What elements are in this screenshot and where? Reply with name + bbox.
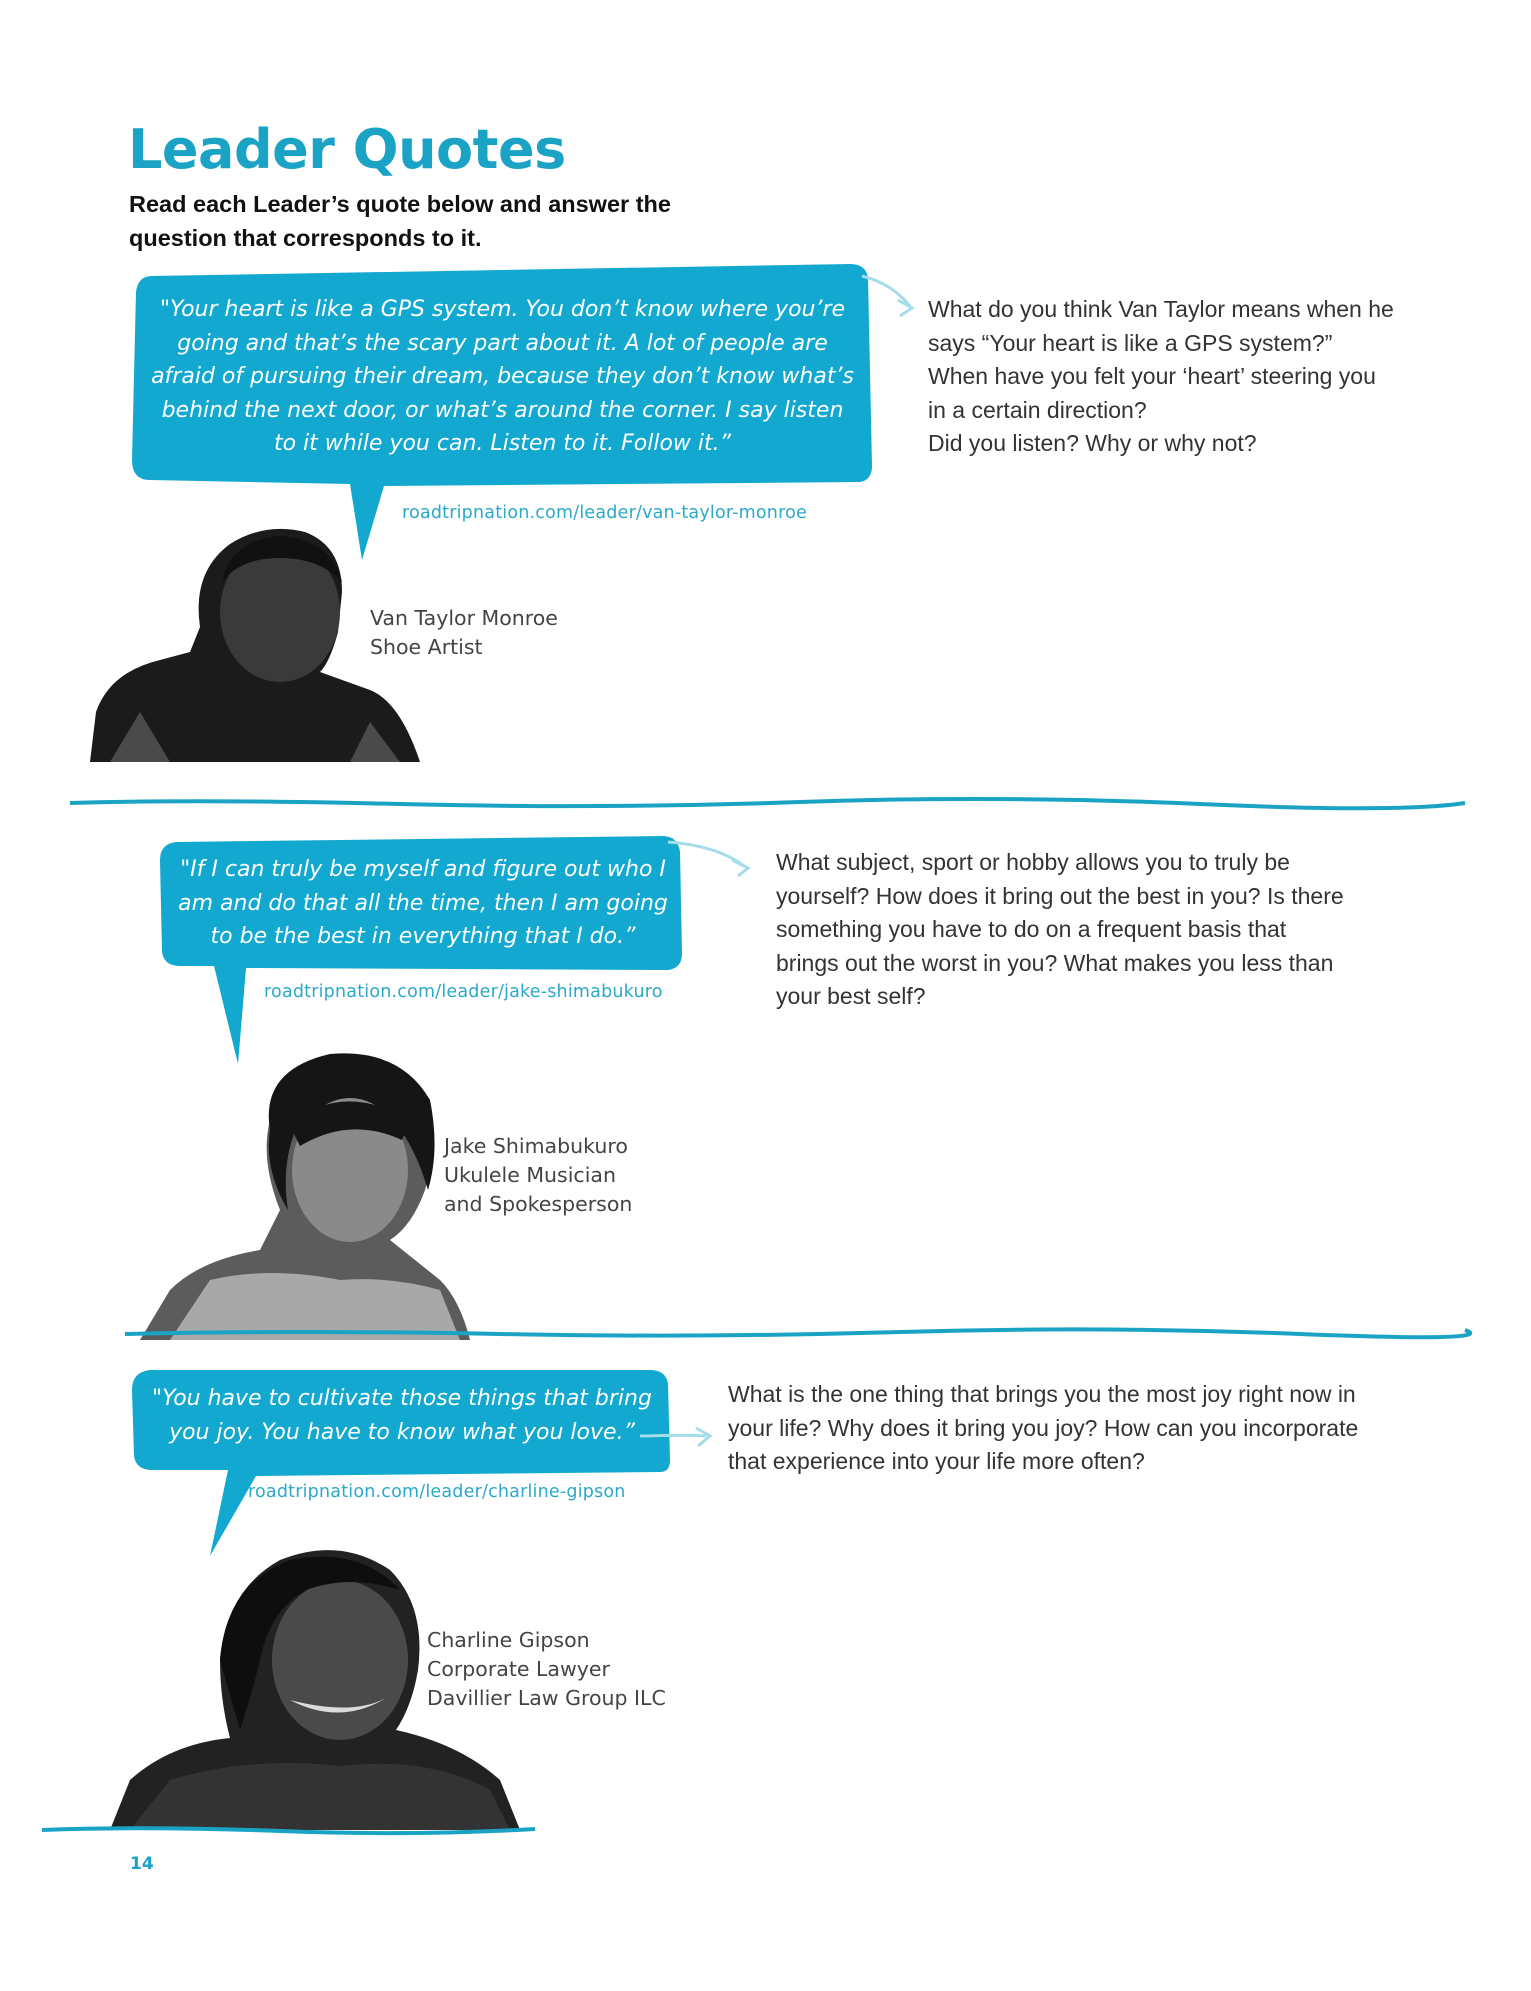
leader-role-3a: Corporate Lawyer — [427, 1657, 610, 1681]
page-intro: Read each Leader’s quote below and answer the question that corresponds to it. — [129, 191, 671, 251]
question-text-3: What is the one thing that brings you the most joy right now in your life? Why does it bring you joy? How can you incorporate that experience into your life more often? — [728, 1381, 1359, 1474]
leader-link-1[interactable]: roadtripnation.com/leader/van-taylor-monroe — [402, 503, 807, 523]
page-title: Leader Quotes — [128, 118, 566, 181]
quote-text-2: "If I can truly be myself and figure out who I am and do that all the time, then I am going to be the best in everything that I do.” — [178, 857, 668, 949]
leader-link-3[interactable]: roadtripnation.com/leader/charline-gipson — [248, 1482, 626, 1502]
leader-info-3 — [427, 1626, 666, 1713]
quote-text-1: "Your heart is like a GPS system. You don’t know where you’re going and that’s the scary part about it. A lot of people are afraid of pursuing their dream, because they don’t know what’s behind the next door, or what’s around the corner. I say listen to it while you can. Listen to it. Follow it.” — [151, 297, 854, 456]
divider-3 — [0, 1822, 1531, 1842]
question-text-1: What do you think Van Taylor means when he says “Your heart is like a GPS system?” When have you felt your ‘heart’ steering you in a certain direction? Did you listen? Why or why not? — [928, 296, 1394, 456]
leader-role-1a: Shoe Artist — [370, 635, 483, 659]
leader-name-1: Van Taylor Monroe — [370, 606, 558, 630]
leader-link-2[interactable]: roadtripnation.com/leader/jake-shimabukuro — [264, 982, 663, 1002]
quote-text-3: "You have to cultivate those things that bring you joy. You have to know what you love.” — [152, 1386, 652, 1445]
leader-role-3b: Davillier Law Group ILC — [427, 1686, 666, 1710]
leader-role-2a: Ukulele Musician — [444, 1163, 616, 1187]
question-text-2: What subject, sport or hobby allows you to truly be yourself? How does it bring out the best in you? Is there something you have to do on a frequent basis that brings out the worst in you? What makes you less than your best self? — [776, 849, 1344, 1009]
leader-name-2: Jake Shimabukuro — [444, 1134, 628, 1158]
page-number: 14 — [130, 1854, 154, 1874]
leader-name-3: Charline Gipson — [427, 1628, 590, 1652]
leader-role-2b: and Spokesperson — [444, 1192, 633, 1216]
